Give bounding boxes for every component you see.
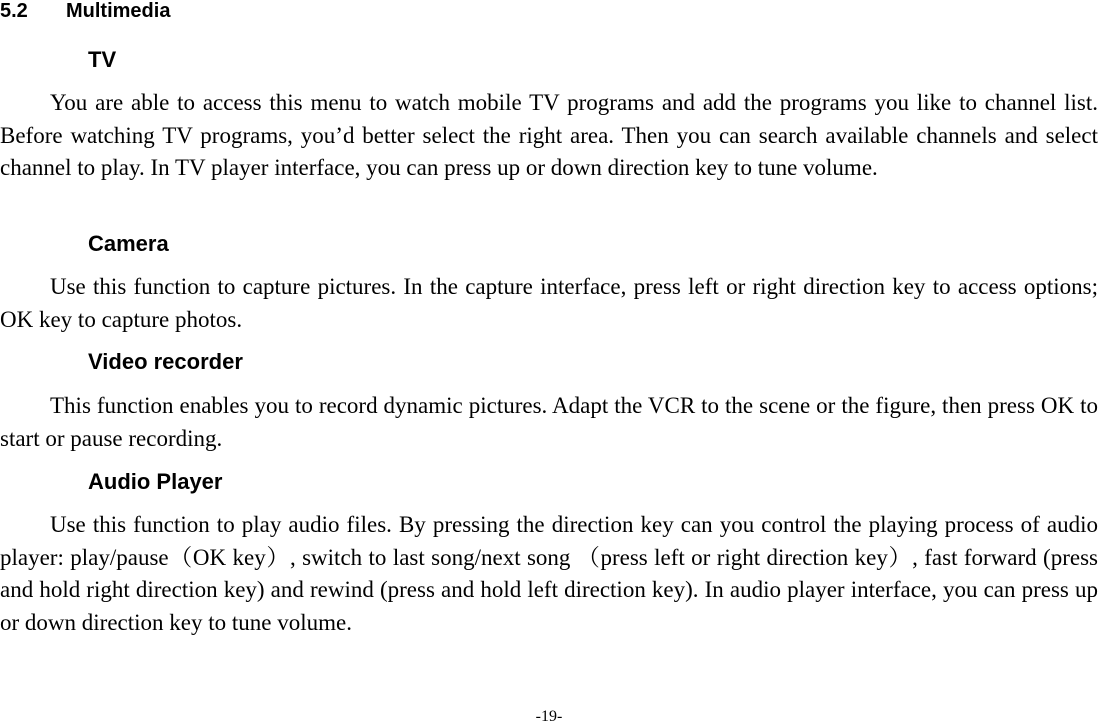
- subheading-video-recorder: Video recorder: [88, 349, 243, 374]
- subheading-audio-player: Audio Player: [88, 469, 223, 494]
- section-number: 5.2: [0, 0, 28, 22]
- paragraph-video-recorder: This function enables you to record dynamic pictures. Adapt the VCR to the scene or the figure, then press OK to start or pause recording.: [0, 393, 1098, 451]
- section-heading: [0, 0, 170, 23]
- subheading-camera: Camera: [88, 231, 169, 256]
- paragraph-tv: You are able to access this menu to watch mobile TV programs and add the programs you like to channel list. Before watching TV programs, you’d better select the right area. Then you can search available channels and select channel to play. In TV player interface, you can press up or down direction key to tune volume.: [0, 90, 1098, 181]
- subheading-tv: TV: [88, 47, 117, 72]
- paragraph-camera: Use this function to capture pictures. In the capture interface, press left or right direction key to access options; OK key to capture photos.: [0, 274, 1098, 332]
- section-title: Multimedia: [66, 0, 171, 22]
- paragraph-audio-player: Use this function to play audio files. By pressing the direction key can you control the playing process of audio player: play/pause（OK key）, switch to last song/next song （press left or right direction key）, fast forward (press and hold right direction key) and rewind (press and hold left direction key). In audio player interface, you can press up or down direction key to tune volume.: [0, 512, 1098, 635]
- page-number: -19-: [535, 708, 563, 725]
